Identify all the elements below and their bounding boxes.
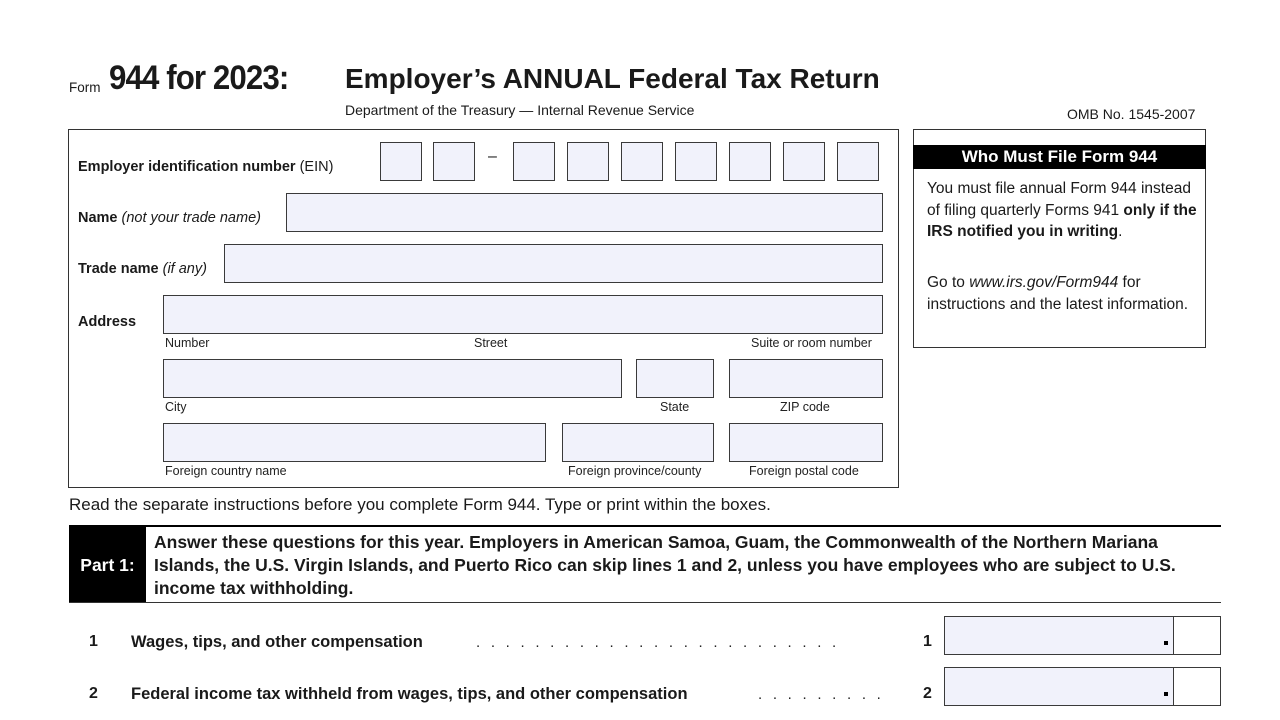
foreign-postal-field[interactable] (729, 423, 883, 462)
foreign-province-sublabel: Foreign province/county (568, 464, 702, 478)
line-1-amount-box (944, 616, 1221, 655)
part1-tag: Part 1: (69, 527, 146, 603)
ein-digit-6[interactable] (675, 142, 717, 181)
ein-digit-4[interactable] (567, 142, 609, 181)
ein-digit-8[interactable] (783, 142, 825, 181)
suite-sublabel: Suite or room number (751, 336, 872, 350)
street-address-field[interactable] (163, 295, 883, 334)
city-field[interactable] (163, 359, 622, 398)
part1-bottom-rule (69, 602, 1221, 603)
name-label: Name (not your trade name) (78, 210, 261, 226)
line-2-dollars-input[interactable] (945, 668, 1170, 705)
department-line: Department of the Treasury — Internal Revenue Service (345, 102, 695, 118)
line-2-cents-box (1173, 668, 1220, 705)
line-1-number: 1 (89, 633, 98, 650)
line-1-ref: 1 (923, 633, 932, 650)
line-1-cents-input[interactable] (1174, 617, 1220, 654)
name-field[interactable] (286, 193, 883, 232)
form-word: Form (69, 80, 101, 95)
who-must-file-title: Who Must File Form 944 (913, 145, 1206, 169)
address-label: Address (78, 314, 137, 330)
line-2-number: 2 (89, 685, 98, 702)
line-2-ref: 2 (923, 685, 932, 702)
form-title: Employer’s ANNUAL Federal Tax Return (345, 63, 880, 94)
who-must-file-box (913, 129, 1206, 348)
line-2-label: Federal income tax withheld from wages, tips, and other compensation (131, 685, 688, 703)
ein-digit-7[interactable] (729, 142, 771, 181)
line-1-cents-box (1173, 617, 1220, 654)
line-2-decimal-point (1164, 692, 1168, 696)
trade-name-label: Trade name (if any) (78, 261, 207, 277)
street-sublabel: Street (474, 336, 508, 350)
line-1-label: Wages, tips, and other compensation (131, 633, 423, 651)
line-1-decimal-point (1164, 641, 1168, 645)
ein-digit-3[interactable] (513, 142, 555, 181)
ein-digit-9[interactable] (837, 142, 879, 181)
ein-dash: – (488, 148, 497, 165)
part1-heading: Answer these questions for this year. Employers in American Samoa, Guam, the Commonwealth of the Northern Mariana Islands, the U.S. Virgin Islands, and Puerto Rico can skip lines 1 and 2, unless you have employees who are subject to U.S. income tax withholding. (154, 532, 1176, 598)
irs-link[interactable]: www.irs.gov/Form944 (969, 274, 1119, 291)
line-1-dollars-input[interactable] (945, 617, 1170, 654)
foreign-province-field[interactable] (562, 423, 714, 462)
foreign-country-field[interactable] (163, 423, 546, 462)
form-number: 944 for 2023: (109, 59, 289, 97)
ein-label: Employer identification number (EIN) (78, 159, 334, 175)
state-field[interactable] (636, 359, 714, 398)
instructions-text: Read the separate instructions before you complete Form 944. Type or print within the boxes. (69, 495, 771, 514)
line-2-cents-input[interactable] (1174, 668, 1220, 705)
zip-sublabel: ZIP code (780, 400, 830, 414)
line-2-amount-box (944, 667, 1221, 706)
number-sublabel: Number (165, 336, 210, 350)
foreign-country-sublabel: Foreign country name (165, 464, 287, 478)
part1-top-rule (69, 525, 1221, 527)
trade-name-field[interactable] (224, 244, 883, 283)
foreign-postal-sublabel: Foreign postal code (749, 464, 859, 478)
ein-digit-5[interactable] (621, 142, 663, 181)
city-sublabel: City (165, 400, 187, 414)
line-2-leader-dots: . . . . . . . . . (758, 686, 881, 703)
ein-digit-2[interactable] (433, 142, 475, 181)
omb-number: OMB No. 1545-2007 (1067, 106, 1196, 122)
state-sublabel: State (660, 400, 690, 414)
line-1-leader-dots: . . . . . . . . . . . . . . . . . . . . . . . . . (476, 634, 837, 651)
who-must-file-paragraph-2: Go to www.irs.gov/Form944 for instructions and the latest information. (927, 274, 1189, 313)
zip-field[interactable] (729, 359, 883, 398)
who-must-file-paragraph-1: You must file annual Form 944 instead of filing quarterly Forms 941 only if the IRS notified you in writing. (927, 180, 1197, 240)
ein-digit-1[interactable] (380, 142, 422, 181)
